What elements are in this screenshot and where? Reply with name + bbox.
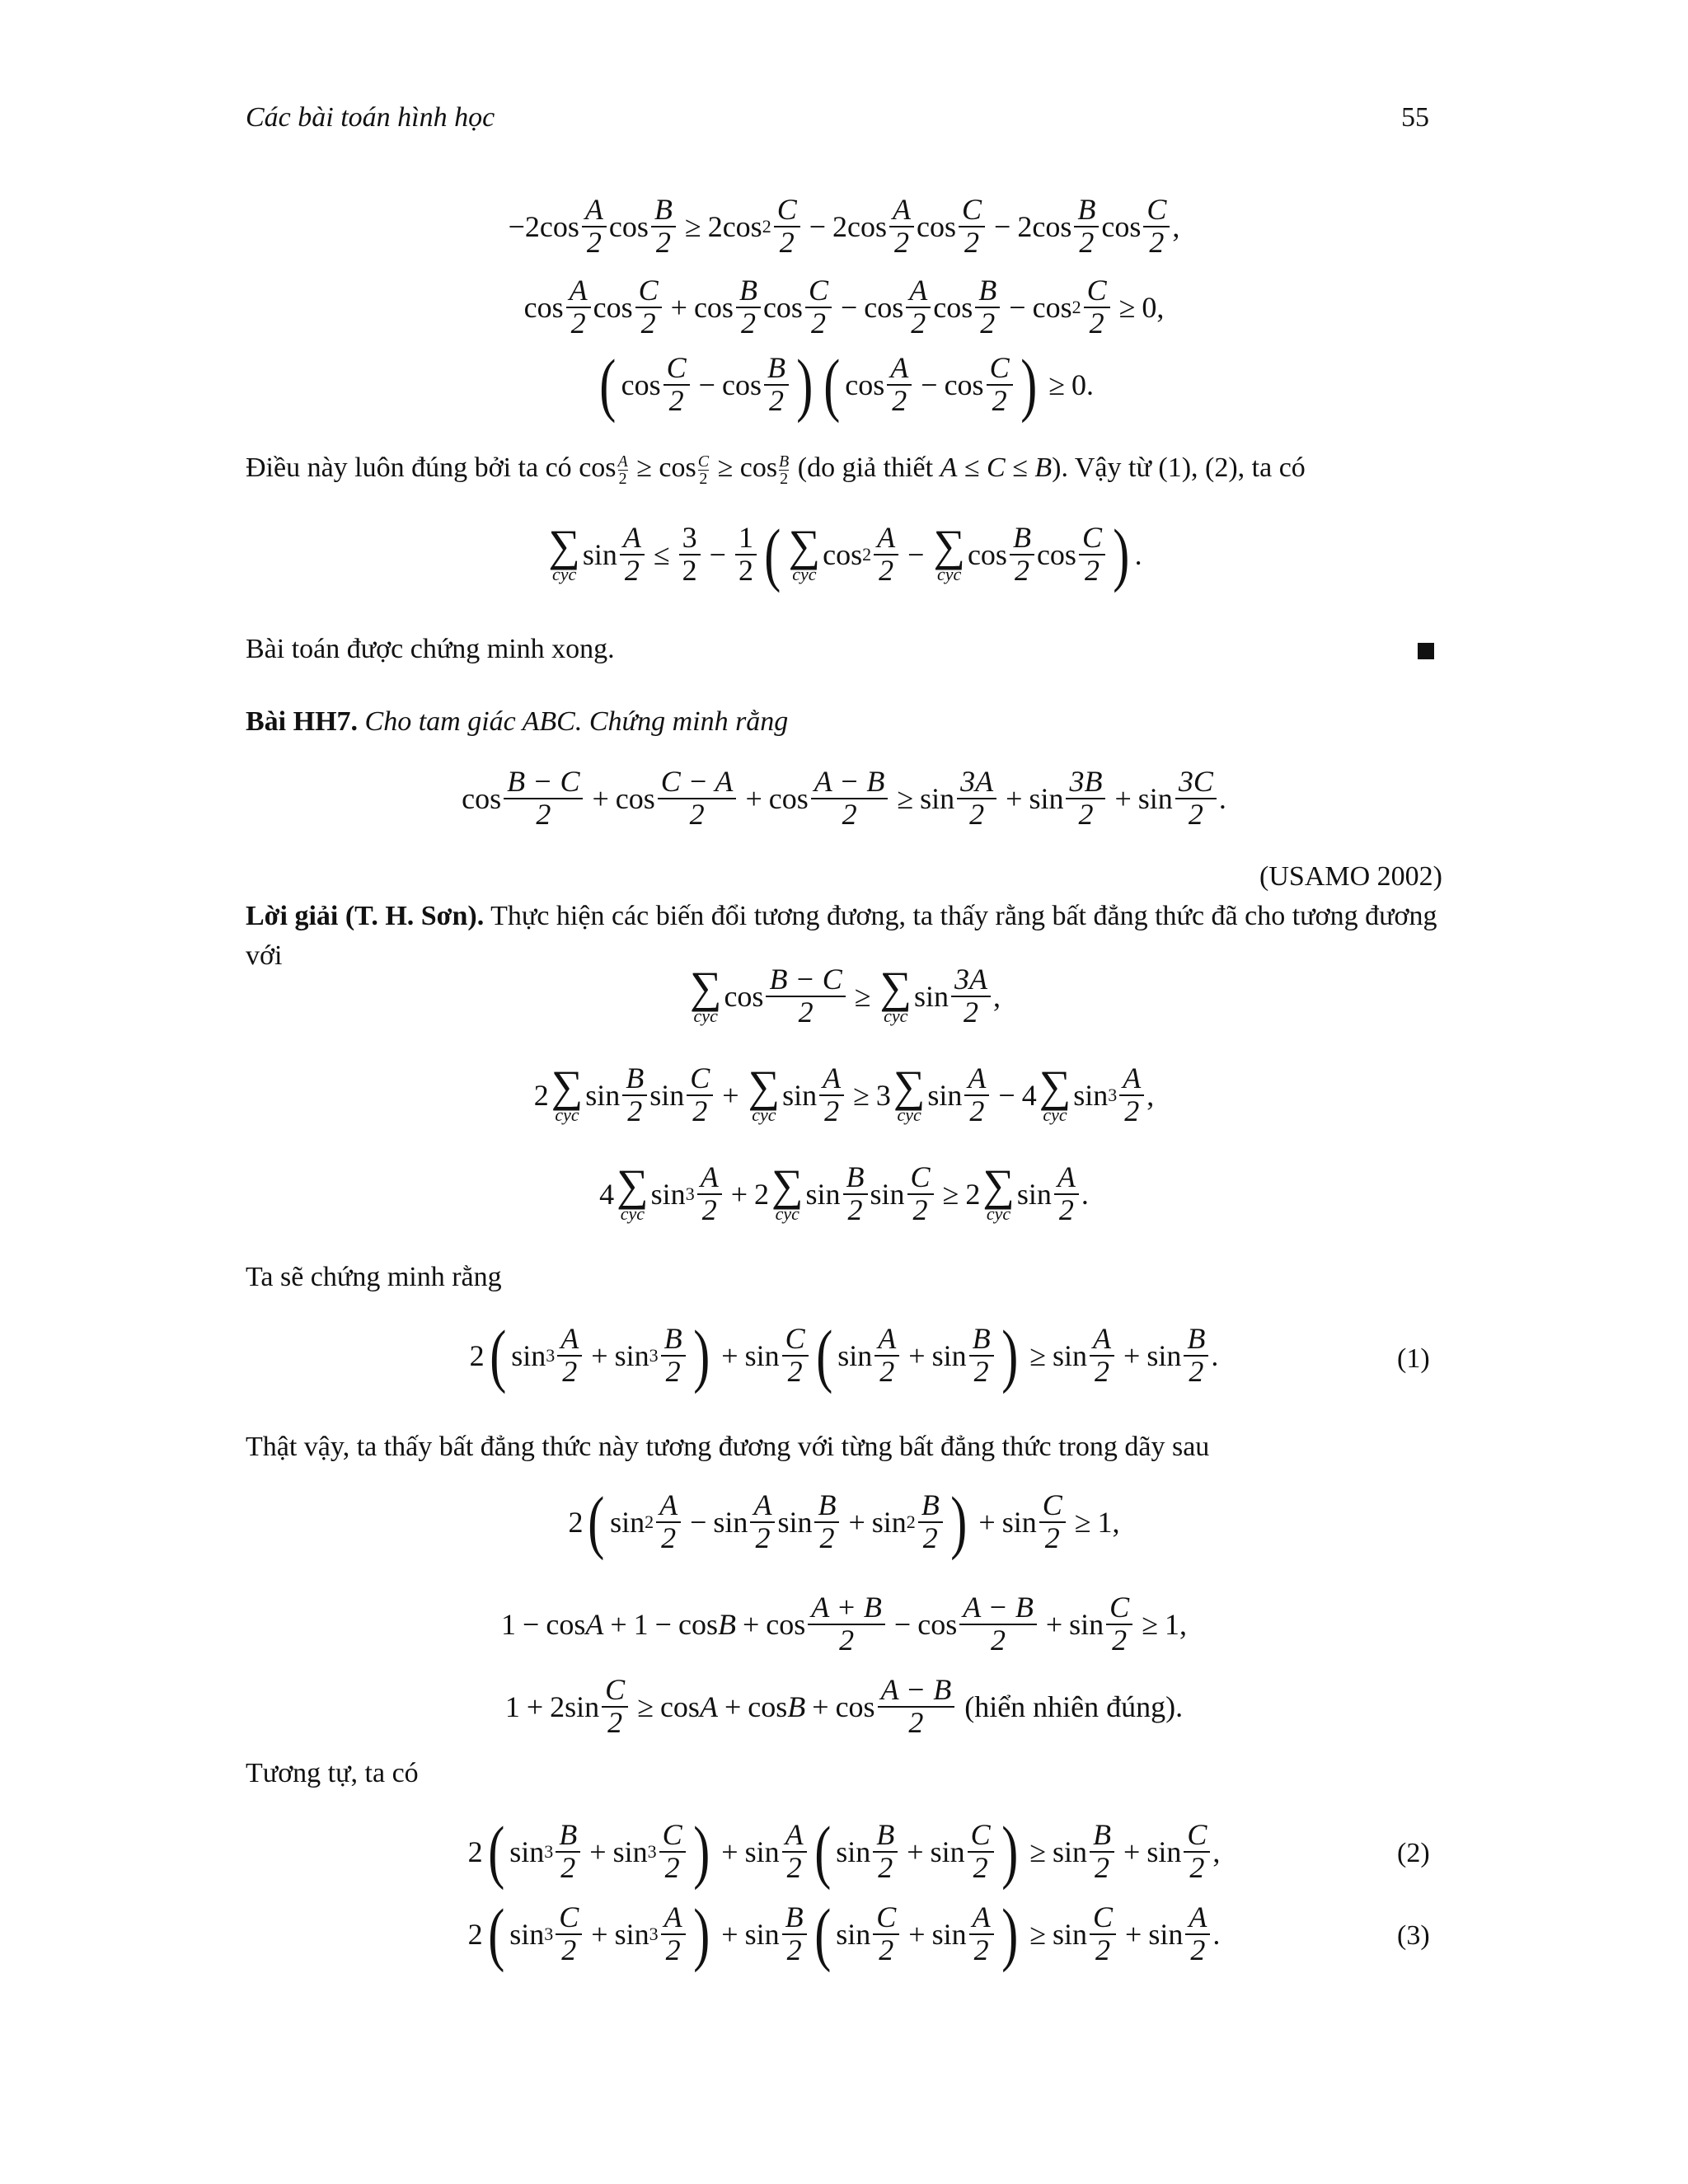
equation-line: 2 ( sin 3 $\frac{A}{2}$ + sin 3 $\frac{B}{2}$ ) + sin $\frac{C}{2}$ ( sin $\frac{A}{2}$ + sin $\frac{B}{2}$ ) ≥ sin $\frac{A}{2}$ + sin $\frac{B}{2}$ . [469, 1315, 1219, 1395]
paragraph: Bài toán được chứng minh xong. [246, 634, 615, 664]
equation-line: 2 ( sin 3 $\frac{B}{2}$ + sin 3 $\frac{C}{2}$ ) + sin $\frac{A}{2}$ ( sin $\frac{B}{2}$ + sin $\frac{C}{2}$ ) ≥ sin $\frac{B}{2}$ + sin $\frac{C}{2}$ , [467, 1811, 1221, 1891]
equation-line: 1 − cos A + 1 − cos B + cos $\frac{A + B}{2}$ − cos $\frac{A - B}{2}$ + sin $\frac{C}{2}$ ≥ 1, [501, 1591, 1187, 1657]
equation-number: (2) [1397, 1838, 1430, 1868]
running-title: Các bài toán hình học [246, 102, 495, 133]
paragraph: Ta sẽ chứng minh rằng [246, 1262, 502, 1292]
equation-line: ∑ cyc cos $\frac{B - C}{2}$ ≥ ∑ cyc sin $\frac{3A}{2}$ , [689, 962, 1001, 1029]
solution-intro: Lời giải (T. H. Sơn). Thực hiện các biến đổi tương đương, ta thấy rằng bất đẳng thức đã cho tương đương với [246, 901, 1437, 971]
equation-line: −2cos $\frac{A}{2}$ cos $\frac{B}{2}$ ≥ 2cos 2 $\frac{C}{2}$ − 2cos $\frac{A}{2}$ cos $\frac{C}{2}$ − 2cos $\frac{B}{2}$ cos $\frac{C}{2}$ , [508, 193, 1180, 259]
paragraph: Thật vậy, ta thấy bất đẳng thức này tương đương với từng bất đẳng thức trong dãy sau [246, 1432, 1210, 1462]
equation-line: cos $\frac{B - C}{2}$ + cos $\frac{C - A}{2}$ + cos $\frac{A - B}{2}$ ≥ sin $\frac{3A}{2}$ + sin $\frac{3B}{2}$ + sin $\frac{3C}{2}$ . [462, 765, 1226, 831]
source-note: (USAMO 2002) [1259, 861, 1442, 892]
equation-line: 1 + 2sin $\frac{C}{2}$ ≥ cos A + cos B + cos $\frac{A - B}{2}$ (hiển nhiên đúng). [504, 1673, 1184, 1739]
equation-line: 4 ∑ cyc sin 3 $\frac{A}{2}$ + 2 ∑ cyc sin $\frac{B}{2}$ sin $\frac{C}{2}$ ≥ 2 ∑ cyc sin $\frac{A}{2}$ . [599, 1160, 1089, 1226]
qed-square-icon [1418, 643, 1434, 659]
equation-line: cos $\frac{A}{2}$ cos $\frac{C}{2}$ + cos $\frac{B}{2}$ cos $\frac{C}{2}$ − cos $\frac{A}{2}$ cos $\frac{B}{2}$ − cos 2 $\frac{C}{2}$ ≥ 0, [523, 274, 1165, 340]
equation-number: (3) [1397, 1920, 1430, 1951]
equation-line: 2 ( sin 2 $\frac{A}{2}$ − sin $\frac{A}{2}$ sin $\frac{B}{2}$ + sin 2 $\frac{B}{2}$ ) + sin $\frac{C}{2}$ ≥ 1, [568, 1482, 1120, 1562]
equation-line: 2 ( sin 3 $\frac{C}{2}$ + sin 3 $\frac{A}{2}$ ) + sin $\frac{B}{2}$ ( sin $\frac{C}{2}$ + sin $\frac{A}{2}$ ) ≥ sin $\frac{C}{2}$ + sin $\frac{A}{2}$ . [467, 1894, 1221, 1974]
problem-statement: Bài HH7. Cho tam giác ABC. Chứng minh rằng [246, 706, 789, 737]
equation-line: ∑ cyc sin $\frac{A}{2}$ ≤ $\frac{3}{2}$ − $\frac{1}{2}$ ( ∑ cyc cos 2 $\frac{A}{2}$ − ∑ cyc cos $\frac{B}{2}$ cos $\frac{C}{2}$ ) . [548, 514, 1142, 594]
equation-line: 2 ∑ cyc sin $\frac{B}{2}$ sin $\frac{C}{2}$ + ∑ cyc sin $\frac{A}{2}$ ≥ 3 ∑ cyc sin $\frac{A}{2}$ − 4 ∑ cyc sin 3 $\frac{A}{2}$ , [533, 1061, 1155, 1127]
page-number: 55 [1401, 102, 1429, 133]
paragraph: Điều này luôn đúng bởi ta có cos $\frac{A}{2}$ ≥ cos $\frac{C}{2}$ ≥ cos $\frac{B}{2}$ (do giả thiết A ≤ C ≤ B). Vậy từ (1), (2), ta có [246, 452, 1306, 488]
paragraph: Tương tự, ta có [246, 1758, 419, 1788]
equation-number: (1) [1397, 1343, 1430, 1374]
equation-line: ( cos $\frac{C}{2}$ − cos $\frac{B}{2}$ ) ( cos $\frac{A}{2}$ − cos $\frac{C}{2}$ ) ≥ 0. [599, 344, 1094, 424]
